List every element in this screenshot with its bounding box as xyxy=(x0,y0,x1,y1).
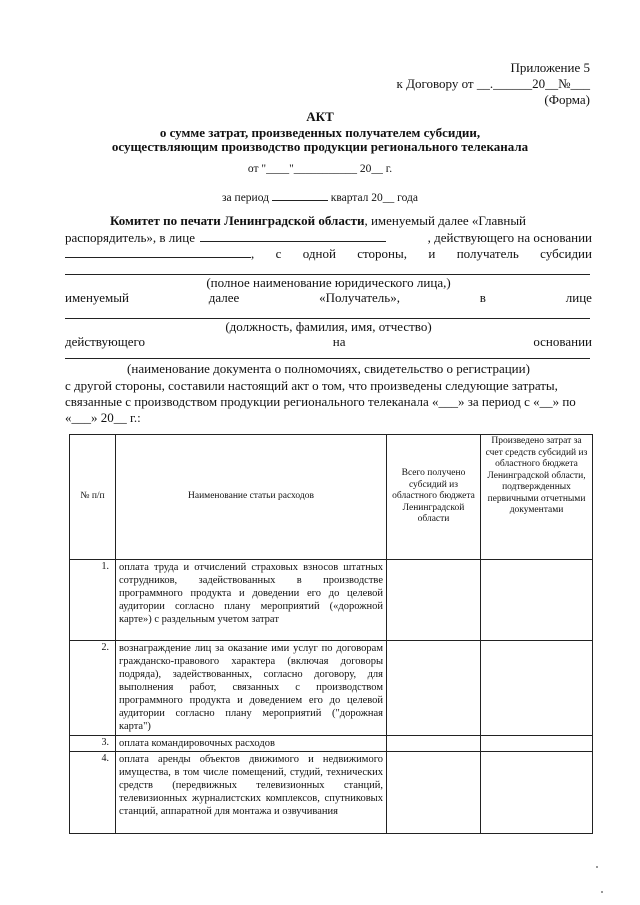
word: далее xyxy=(208,290,240,305)
row-name: оплата труда и отчислений страховых взносов штатных сотрудников, задействованных в производстве программного продукта и доведении его до целевой аудитории согласно плану мероприятий («дорожной карте») с раздельным учетом затрат xyxy=(116,560,387,641)
header-received: Всего получено субсидий из областного бюджета Ленинградской области xyxy=(387,435,481,560)
caption-document: (наименование документа о полномочиях, свидетельство о регистрации) xyxy=(127,361,530,376)
row-name: вознаграждение лиц за оказание ими услуг по договорам гражданско-правового характера (включая договоры подряда), задействованных, согласно договору, для выполнения работ, связанных с производством программного продукта и доведением его до целевой аудитории согласно плану мероприятий ("дорожная карта") xyxy=(116,641,387,736)
header-spent: Произведено затрат за счет средств субсидий из областного бюджета Ленинградской области, подтвержденных первичными отчетными документами xyxy=(481,435,593,560)
table-row xyxy=(70,641,593,736)
caption-legal-name: (полное наименование юридического лица,) xyxy=(206,275,451,290)
word: на xyxy=(332,334,346,349)
recipient-basis-line xyxy=(65,358,590,359)
body-line-1-rest: , именуемый далее «Главный xyxy=(364,213,527,228)
row-name: оплата командировочных расходов xyxy=(116,736,387,752)
body-line-2 xyxy=(65,230,592,246)
act-subtitle-1: о сумме затрат, произведенных получателем субсидии, xyxy=(159,125,481,140)
table-row xyxy=(70,560,593,641)
row-num: 2. xyxy=(70,641,116,736)
act-subtitle-2: осуществляющим производство продукции регионального телеканала xyxy=(111,139,529,154)
word: «Получатель», xyxy=(319,290,400,305)
row-spent-cell[interactable] xyxy=(481,752,593,834)
date-line: от "____"___________ 20__ г. xyxy=(247,163,393,175)
word: субсидии xyxy=(540,246,592,261)
word: в xyxy=(479,290,486,305)
word: именуемый xyxy=(65,290,129,305)
header-num: № п/п xyxy=(70,435,116,560)
body-line-10: связанные с производством продукции регионального телеканала «___» за период с «__» по xyxy=(65,394,576,409)
period-line xyxy=(0,189,640,204)
body-line-5 xyxy=(65,290,592,306)
row-received-cell[interactable] xyxy=(387,641,481,736)
word: и xyxy=(428,246,436,261)
appendix-label: Приложение 5 xyxy=(510,60,590,75)
row-received-cell[interactable] xyxy=(387,560,481,641)
word: стороны, xyxy=(357,246,407,261)
table-row xyxy=(70,752,593,834)
body-line-11: «___» 20__ г.: xyxy=(65,410,141,425)
scan-speck xyxy=(601,891,603,893)
period-suffix: квартал 20__ года xyxy=(330,192,418,204)
row-num: 1. xyxy=(70,560,116,641)
row-spent-cell[interactable] xyxy=(481,560,593,641)
body-line-2-end: , действующего на основании xyxy=(427,230,592,245)
body-line-2-start: распорядитель», в лице xyxy=(65,230,195,245)
header-name: Наименование статьи расходов xyxy=(116,435,387,560)
act-title: АКТ xyxy=(306,109,334,124)
row-num: 3. xyxy=(70,736,116,752)
row-received-cell[interactable] xyxy=(387,736,481,752)
row-spent-cell[interactable] xyxy=(481,641,593,736)
committee-name: Комитет по печати Ленинградской области xyxy=(110,213,365,228)
table-header-row xyxy=(70,435,593,560)
table-row xyxy=(70,736,593,752)
body-line-3 xyxy=(65,246,592,262)
form-label: (Форма) xyxy=(544,92,590,107)
person-blank xyxy=(200,230,386,242)
body-line-7 xyxy=(65,334,592,350)
contract-reference: к Договору от __.______20__№___ xyxy=(396,76,590,91)
word: основании xyxy=(533,334,592,349)
scan-speck xyxy=(596,866,598,868)
word: лице xyxy=(565,290,592,305)
row-name: оплата аренды объектов движимого и недвижимого имущества, в том числе помещений, студий, технических средств (передвижных телевизионных станций, телевизионных журналистских комплексов, спутниковых станций, аппаратной для монтажа и озвучивания xyxy=(116,752,387,834)
body-line-9: с другой стороны, составили настоящий акт о том, что произведены следующие затраты, xyxy=(65,378,558,393)
word: с xyxy=(275,246,282,261)
period-blank xyxy=(272,189,328,201)
word: одной xyxy=(302,246,336,261)
row-spent-cell[interactable] xyxy=(481,736,593,752)
period-prefix: за период xyxy=(222,192,269,204)
row-num: 4. xyxy=(70,752,116,834)
row-received-cell[interactable] xyxy=(387,752,481,834)
word: действующего xyxy=(65,334,145,349)
word: получатель xyxy=(456,246,519,261)
caption-position: (должность, фамилия, имя, отчество) xyxy=(225,319,432,334)
basis-blank xyxy=(65,246,251,258)
comma: , xyxy=(251,246,255,261)
expenses-table xyxy=(69,434,593,834)
body-line-1 xyxy=(65,213,592,229)
